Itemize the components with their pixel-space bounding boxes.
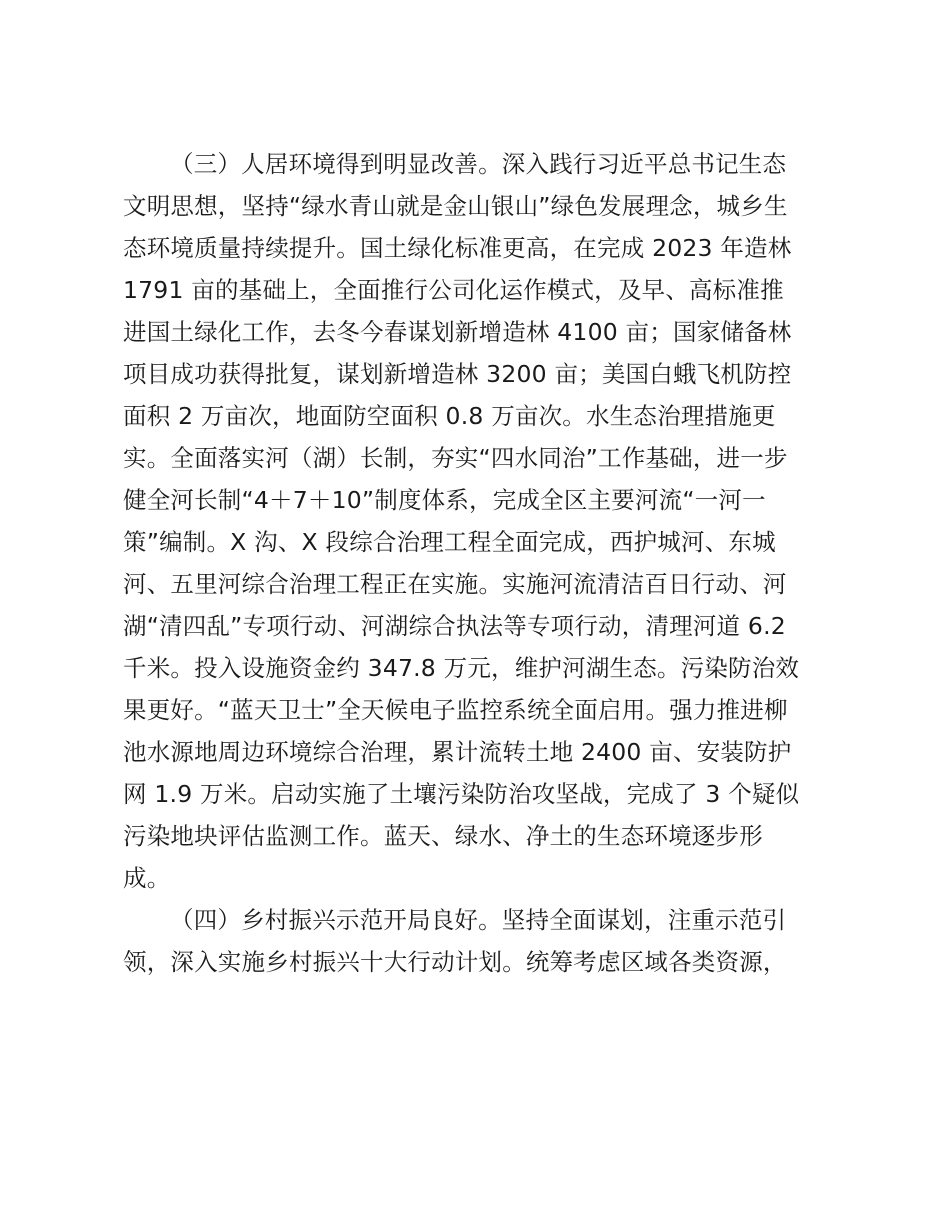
- text-line: 实。全面落实河（湖）长制，夯实“四水同治”工作基础，进一步: [123, 444, 788, 472]
- text-line: 河、五里河综合治理工程正在实施。实施河流清洁百日行动、河: [123, 570, 787, 598]
- text-line: 湖“清四乱”专项行动、河湖综合执法等专项行动，清理河道 6.2: [123, 612, 786, 640]
- text-line: 池水源地周边环境综合治理，累计流转土地 2400 亩、安装防护: [123, 738, 792, 766]
- paragraph-rural-revitalization: [123, 899, 831, 983]
- text-line: 污染地块评估监测工作。蓝天、绿水、净土的生态环境逐步形: [123, 822, 763, 850]
- text-line: 果更好。“蓝天卫士”全天候电子监控系统全面启用。强力推进柳: [123, 696, 788, 724]
- text-line: 千米。投入设施资金约 347.8 万元，维护河湖生态。污染防治效: [123, 654, 800, 682]
- text-line: 文明思想，坚持“绿水青山就是金山银山”绿色发展理念，城乡生: [123, 192, 788, 220]
- text-line: 面积 2 万亩次，地面防空面积 0.8 万亩次。水生态治理措施更: [123, 402, 776, 430]
- text-line: 策”编制。X 沟、X 段综合治理工程全面完成，西护城河、东城: [123, 528, 776, 556]
- text-line: 成。: [123, 864, 171, 892]
- text-line: 健全河长制“4＋7＋10”制度体系，完成全区主要河流“一河一: [123, 486, 766, 514]
- text-line: 1791 亩的基础上，全面推行公司化运作模式，及早、高标准推: [123, 276, 784, 304]
- text-line: 进国土绿化工作，去冬今春谋划新增造林 4100 亩；国家储备林: [123, 318, 792, 346]
- text-line: （三）人居环境得到明显改善。深入践行习近平总书记生态: [170, 150, 787, 178]
- paragraph-environment: [123, 143, 831, 899]
- text-line: 项目成功获得批复，谋划新增造林 3200 亩；美国白蛾飞机防控: [123, 360, 792, 388]
- text-line: 领，深入实施乡村振兴十大行动计划。统筹考虑区域各类资源，: [123, 948, 787, 976]
- text-line: （四）乡村振兴示范开局良好。坚持全面谋划，注重示范引: [170, 906, 787, 934]
- text-line: 网 1.9 万米。启动实施了土壤污染防治攻坚战，完成了 3 个疑似: [123, 780, 800, 808]
- document-body: [123, 143, 831, 983]
- text-line: 态环境质量持续提升。国土绿化标准更高，在完成 2023 年造林: [123, 234, 792, 262]
